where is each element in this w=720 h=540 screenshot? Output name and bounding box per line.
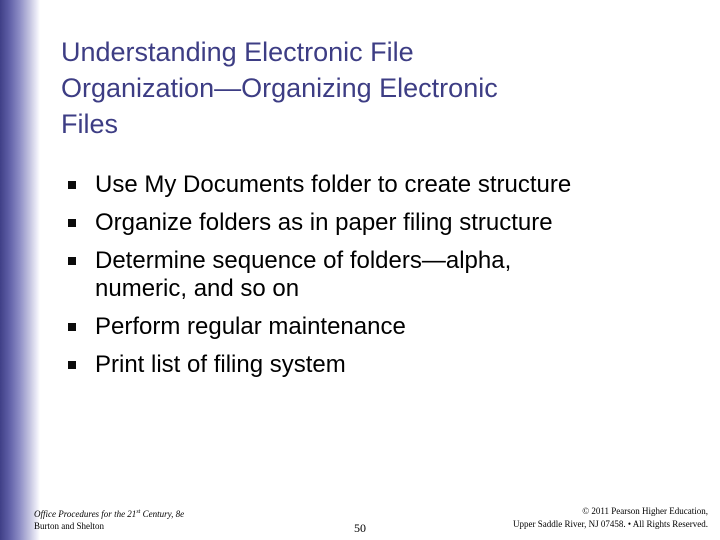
bullet-text: Use My Documents folder to create structure <box>95 171 572 198</box>
bullet-text: Organize folders as in paper filing structure <box>95 209 553 236</box>
book-title-prefix: Office Procedures for the 21 <box>34 509 137 519</box>
bullet-item <box>68 166 688 204</box>
copyright-line: Upper Saddle River, NJ 07458. • All Rights Reserved. <box>512 519 708 529</box>
decorative-side-bar <box>0 0 40 540</box>
bullet-text: numeric, and so on <box>95 275 300 302</box>
slide-title <box>61 34 661 142</box>
square-bullet-icon <box>68 323 76 331</box>
bullet-list <box>68 166 688 384</box>
bullet-item <box>68 308 688 346</box>
bullet-item <box>68 346 688 384</box>
page-number: 50 <box>354 521 366 535</box>
bullet-text: Perform regular maintenance <box>95 313 406 340</box>
title-line: Files <box>61 109 119 139</box>
title-line: Organization—Organizing Electronic <box>61 73 498 103</box>
square-bullet-icon <box>68 257 76 265</box>
footer-book-title <box>34 508 184 520</box>
bullet-item <box>68 242 688 308</box>
book-title-superscript: st <box>136 509 141 515</box>
square-bullet-icon <box>68 181 76 189</box>
copyright-line: © 2011 Pearson Higher Education, <box>582 506 708 516</box>
footer-copyright <box>513 505 708 531</box>
book-title-suffix: Century, 8e <box>140 509 185 519</box>
bullet-text: Print list of filing system <box>95 351 346 378</box>
footer-book-info <box>34 508 184 532</box>
square-bullet-icon <box>68 219 76 227</box>
bullet-item <box>68 204 688 242</box>
footer-authors: Burton and Shelton <box>34 521 104 531</box>
title-line: Understanding Electronic File <box>61 37 414 67</box>
square-bullet-icon <box>68 361 76 369</box>
bullet-text: Determine sequence of folders—alpha, <box>95 247 512 274</box>
